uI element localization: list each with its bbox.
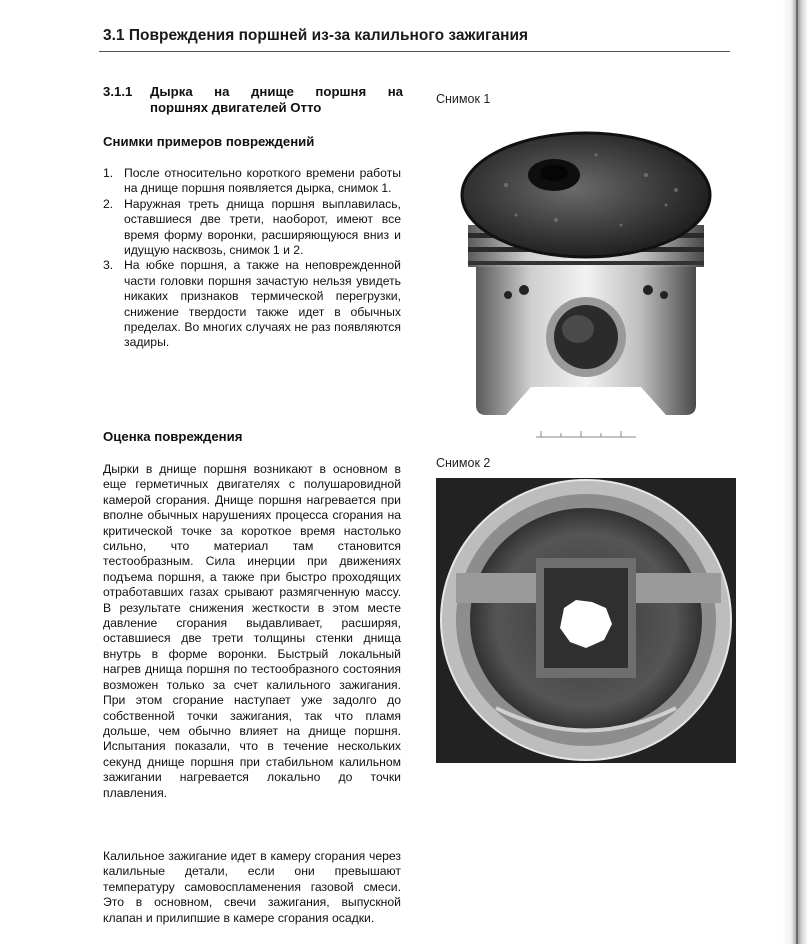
list-item-text: На юбке поршня, а также на неповрежденной части головки поршня зачастую нельзя увидеть никаких признаков термической перегрузки, снижение твердости также идет в обычных пределах. Во многих случаях не раз появляются задиры. <box>124 258 401 350</box>
examples-heading: Снимки примеров повреждений <box>103 134 315 149</box>
subsection-title-line2: поршнях двигателей Отто <box>150 100 322 115</box>
title-rule <box>99 51 730 52</box>
evaluation-heading: Оценка повреждения <box>103 429 243 444</box>
list-item-text: Наружная треть днища поршня выплавилась, оставшиеся две трети, наоборот, имеют все время форму воронки, расширяющуюся вниз и идущую насквозь, снимок 1 и 2. <box>124 196 401 258</box>
piston-crown-hole-photo <box>436 478 736 763</box>
subsection-number: 3.1.1 <box>103 84 133 99</box>
list-item-number: 2. <box>103 196 114 211</box>
evaluation-paragraph-1: Дырки в днище поршня возникают в основном в еще герметичных двигателях с полушаровидной камерой сгорания. Днище поршня нагревается при вполне обычных нарушениях процесса сгорания на критической точке за короткое время настолько сильно, что материал там становится тестообразным. Сила инерции при движениях подъема поршня, а также при быстро проходящих отработавших газах срывают размягченную массу. В результате снижения жесткости в этом месте давление сгорания выдавливает, расширяя, оставшиеся две трети толщины стенки днища внутрь в форме воронки. Быстрый локальный нагрев днища поршня по тестообразного состояния возможен только за счет калильного зажигания. При этом сгорание наступает уже задолго до собственной точки зажигания, так что пламя дольше, чем обычно влияет на днище поршня. Испытания показали, что в течение нескольких секунд днище поршня при стабильном калильном зажигании нагревается локально до точки плавления. <box>103 462 401 800</box>
list-item <box>103 197 401 259</box>
photo-1-caption: Снимок 1 <box>436 92 491 106</box>
list-item-number: 3. <box>103 258 114 273</box>
evaluation-paragraph-2: Калильное зажигание идет в камеру сгорания через калильные детали, если они превышают температуру самовоспламенения газовой смеси. Это в основном, свечи зажигания, выпускной клапан и прилипшие в камере сгорания осадки. <box>103 849 401 925</box>
list-item-number: 1. <box>103 166 114 180</box>
page-edge <box>782 0 808 944</box>
photo-2-caption: Снимок 2 <box>436 456 491 470</box>
list-item <box>103 258 401 350</box>
list-item-text: После относительно короткого времени работы на днище поршня появляется дырка, снимок 1. <box>124 166 401 196</box>
section-title: 3.1 Повреждения поршней из-за калильного зажигания <box>103 27 529 44</box>
subsection-title <box>150 84 403 116</box>
list-item <box>103 166 401 197</box>
damage-list <box>103 166 401 351</box>
piston-side-photo <box>436 115 736 450</box>
subsection-title-line1: Дырка на днище поршня на <box>150 84 403 99</box>
